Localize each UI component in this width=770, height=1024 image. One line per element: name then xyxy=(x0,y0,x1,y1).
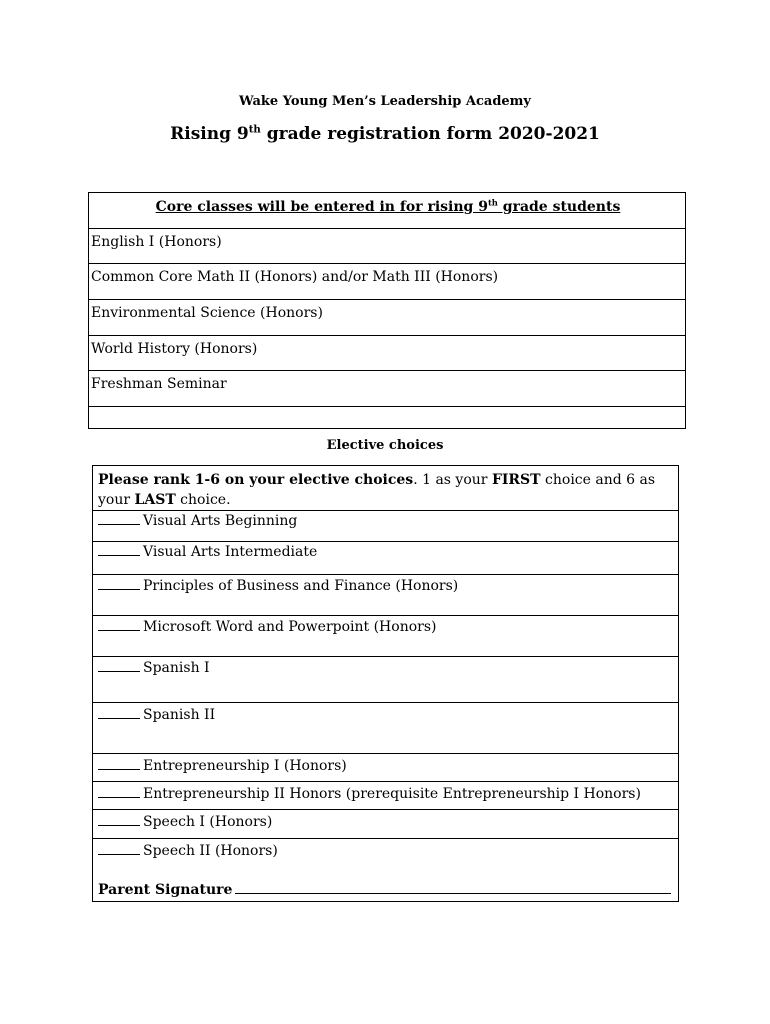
core-class-row: World History (Honors) xyxy=(89,336,685,372)
parent-signature-line[interactable] xyxy=(235,880,671,894)
core-class-row: English I (Honors) xyxy=(89,229,685,265)
elective-row[interactable]: Microsoft Word and Powerpoint (Honors) xyxy=(93,616,678,657)
parent-signature-label: Parent Signature xyxy=(98,882,233,898)
rank-blank[interactable] xyxy=(98,784,140,798)
rank-blank[interactable] xyxy=(98,841,140,855)
rank-blank[interactable] xyxy=(98,617,140,631)
rank-blank[interactable] xyxy=(98,542,140,556)
core-class-empty-row xyxy=(89,407,685,428)
core-class-row: Common Core Math II (Honors) and/or Math III (Honors) xyxy=(89,264,685,300)
elective-row[interactable]: Principles of Business and Finance (Honors) xyxy=(93,575,678,616)
core-class-row: Freshman Seminar xyxy=(89,371,685,407)
core-class-row: Environmental Science (Honors) xyxy=(89,300,685,336)
rank-blank[interactable] xyxy=(98,756,140,770)
elective-row[interactable]: Speech I (Honors) xyxy=(93,810,678,839)
elective-choices-title: Elective choices xyxy=(326,438,444,453)
parent-signature-row[interactable] xyxy=(93,880,678,902)
elective-row[interactable]: Visual Arts Beginning xyxy=(93,511,678,542)
elective-row[interactable]: Entrepreneurship I (Honors) xyxy=(93,754,678,782)
elective-row[interactable]: Entrepreneurship II Honors (prerequisite Entrepreneurship I Honors) xyxy=(93,782,678,810)
elective-choices-table xyxy=(92,465,679,902)
core-classes-table xyxy=(88,192,686,429)
elective-row[interactable]: Spanish II xyxy=(93,703,678,754)
rank-blank[interactable] xyxy=(98,812,140,826)
form-title: Rising 9th grade registration form 2020-2021 xyxy=(170,123,600,144)
rank-blank[interactable] xyxy=(98,576,140,590)
rank-blank[interactable] xyxy=(98,705,140,719)
school-name: Wake Young Men’s Leadership Academy xyxy=(239,94,531,109)
rank-blank[interactable] xyxy=(98,511,140,525)
core-classes-heading: Core classes will be entered in for rising 9th grade students xyxy=(89,193,685,229)
elective-row[interactable]: Speech II (Honors) xyxy=(93,839,678,867)
elective-row[interactable]: Spanish I xyxy=(93,657,678,703)
rank-blank[interactable] xyxy=(98,658,140,672)
elective-row[interactable]: Visual Arts Intermediate xyxy=(93,542,678,575)
elective-instructions: Please rank 1-6 on your elective choices. 1 as your FIRST choice and 6 as your LAST choice. xyxy=(93,466,678,511)
